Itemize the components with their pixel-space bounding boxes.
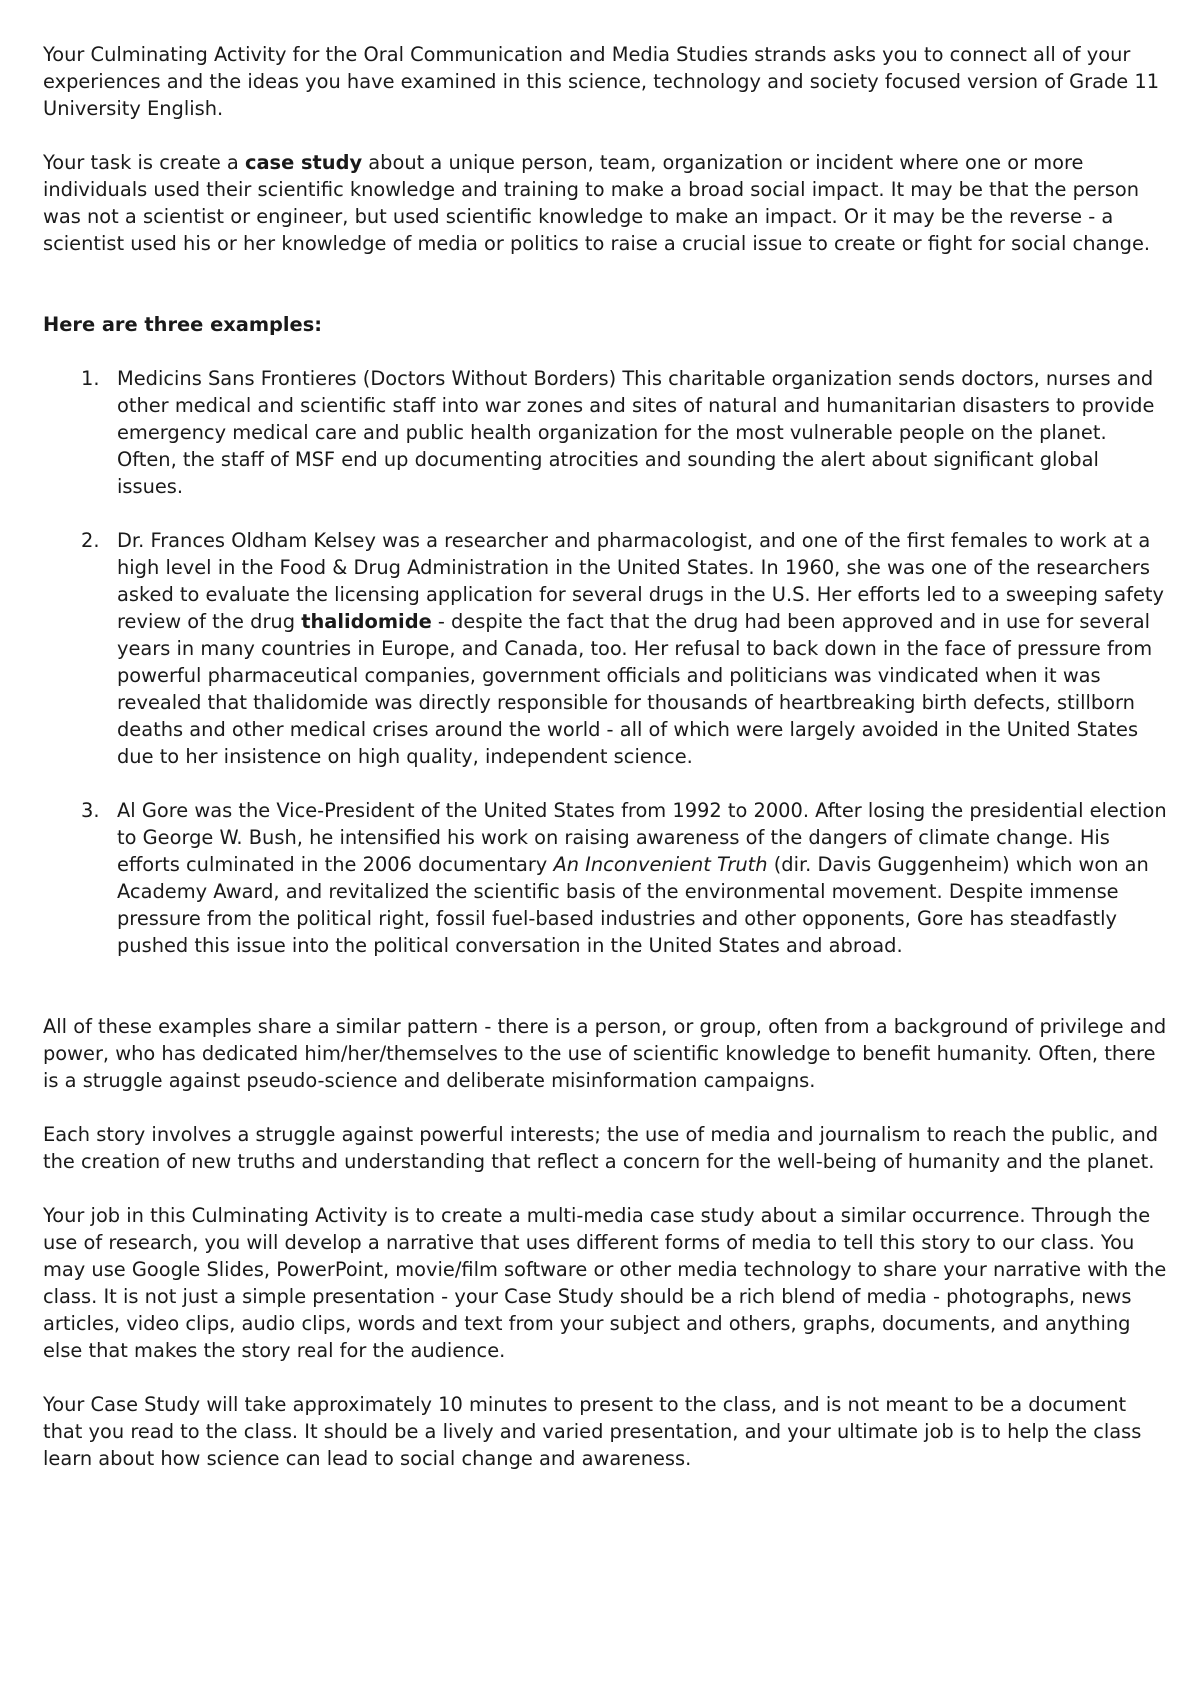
example-text-start: Dr. Frances Oldham Kelsey was a researcher and pharmacologist, and one of the first females to work at a high level in the Food & Drug Administration in the United States. In 1960, she was one of the researchers asked to evaluate the licensing application for several drugs in the U.S. Her efforts led to a sweeping safety review of the drug <box>117 529 1164 633</box>
list-number: 2. <box>81 529 100 552</box>
example-item <box>43 365 1171 500</box>
list-number: 3. <box>81 799 100 822</box>
example-text-start: Al Gore was the Vice-President of the United States from 1992 to 2000. After losing the presidential election to George W. Bush, he intensified his work on raising awareness of the dangers of climate change. His efforts culminated in the 2006 documentary <box>117 799 1167 876</box>
list-number: 1. <box>81 367 100 390</box>
examples-heading: Here are three examples: <box>43 313 323 336</box>
intro-paragraph-2 <box>43 149 1171 257</box>
example-item <box>43 527 1171 770</box>
task-text-end: about a unique person, team, organization or incident where one or more individuals used their scientific knowledge and training to make a broad social impact. It may be that the person was not a scientist or engineer, but used scientific knowledge to make an impact. Or it may be the reverse - a scientist used his or her knowledge of media or politics to raise a crucial issue to create or fight for social change. <box>43 151 1151 255</box>
closing-paragraph-1: All of these examples share a similar pattern - there is a person, or group, often from a background of privilege and power, who has dedicated him/her/themselves to the use of scientific knowledge to benefit humanity. Often, there is a struggle against pseudo-science and deliberate misinformation campaigns. <box>43 1015 1167 1092</box>
example-text-end: (dir. Davis Guggenheim) which won an Academy Award, and revitalized the scientific basis of the environmental movement. Despite immense pressure from the political right, fossil fuel-based industries and other opponents, Gore has steadfastly pushed this issue into the political conversation in the United States and abroad. <box>117 853 1149 957</box>
example-text: Medicins Sans Frontieres (Doctors Without Borders) This charitable organization sends doctors, nurses and other medical and scientific staff into war zones and sites of natural and humanitarian disasters to provide emergency medical care and public health organization for the most vulnerable people on the planet. Often, the staff of MSF end up documenting atrocities and sounding the alert about significant global issues. <box>117 367 1155 498</box>
closing-paragraph-3: Your job in this Culminating Activity is to create a multi-media case study about a similar occurrence. Through the use of research, you will develop a narrative that uses different forms of media to tell this story to our class. You may use Google Slides, PowerPoint, movie/film software or other media technology to share your narrative with the class. It is not just a simple presentation - your Case Study should be a rich blend of media - photographs, news articles, video clips, audio clips, words and text from your subject and others, graphs, documents, and anything else that makes the story real for the audience. <box>43 1204 1167 1362</box>
document-page <box>43 41 1171 1472</box>
thalidomide-term: thalidomide <box>301 610 432 633</box>
examples-list <box>43 365 1171 959</box>
closing-paragraph-2: Each story involves a struggle against powerful interests; the use of media and journalism to reach the public, and the creation of new truths and understanding that reflect a concern for the well-being of humanity and the planet. <box>43 1123 1159 1173</box>
closing-paragraph-4: Your Case Study will take approximately 10 minutes to present to the class, and is not meant to be a document that you read to the class. It should be a lively and varied presentation, and your ultimate job is to help the class learn about how science can lead to social change and awareness. <box>43 1393 1142 1470</box>
case-study-term: case study <box>244 151 363 174</box>
example-item <box>43 797 1171 959</box>
example-text-end: - despite the fact that the drug had been approved and in use for several years in many countries in Europe, and Canada, too. Her refusal to back down in the face of pressure from powerful pharmaceutical companies, government officials and politicians was vindicated when it was revealed that thalidomide was directly responsible for thousands of heartbreaking birth defects, stillborn deaths and other medical crises around the world - all of which were largely avoided in the United States due to her insistence on high quality, independent science. <box>117 610 1153 768</box>
documentary-title: An Inconvenient Truth <box>553 853 768 876</box>
task-text-start: Your task is create a <box>43 151 245 174</box>
intro-paragraph-1: Your Culminating Activity for the Oral Communication and Media Studies strands asks you to connect all of your experiences and the ideas you have examined in this science, technology and society focused version of Grade 11 University English. <box>43 43 1160 120</box>
